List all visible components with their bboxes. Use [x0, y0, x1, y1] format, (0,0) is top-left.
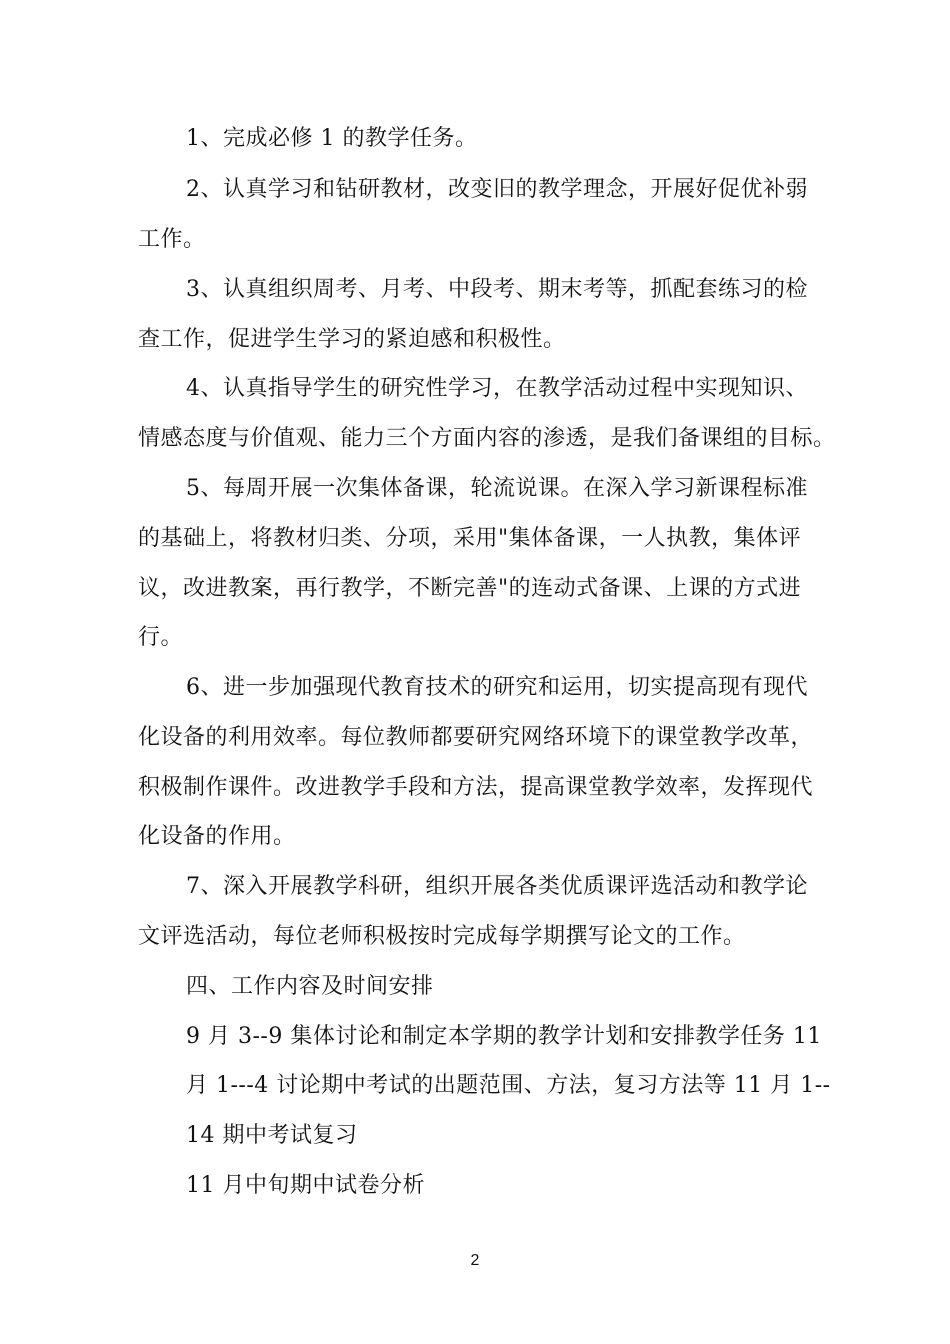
item-2-line-1: 2、认真学习和钻研教材，改变旧的教学理念，开展好促优补弱 [186, 177, 808, 202]
schedule-line-2: 月 1---4 讨论期中考试的出题范围、方法，复习方法等 11 月 1-- [186, 1073, 831, 1098]
item-2-line-2: 工作。 [138, 227, 206, 252]
item-1-line-1: 1、完成必修 1 的教学任务。 [186, 126, 478, 151]
item-6-line-2: 化设备的利用效率。每位教师都要研究网络环境下的课堂教学改革， [138, 725, 814, 750]
item-5-line-3: 议，改进教案，再行教学，不断完善"的连动式备课、上课的方式进 [138, 576, 802, 601]
item-6-line-3: 积极制作课件。改进教学手段和方法，提高课堂教学效率，发挥现代 [138, 775, 814, 800]
item-4-line-1: 4、认真指导学生的研究性学习，在教学活动过程中实现知识、 [186, 376, 808, 401]
item-6-line-4: 化设备的作用。 [138, 824, 296, 849]
schedule-line-1: 9 月 3--9 集体讨论和制定本学期的教学计划和安排教学任务 11 [186, 1024, 822, 1049]
item-5-line-4: 行。 [138, 625, 184, 650]
item-6-line-1: 6、进一步加强现代教育技术的研究和运用，切实提高现有现代 [186, 675, 808, 700]
item-3-line-1: 3、认真组织周考、月考、中段考、期末考等，抓配套练习的检 [186, 277, 808, 302]
schedule-line-4: 11 月中旬期中试卷分析 [186, 1173, 425, 1198]
section-heading: 四、工作内容及时间安排 [186, 974, 434, 999]
item-5-line-1: 5、每周开展一次集体备课，轮流说课。在深入学习新课程标准 [186, 476, 808, 501]
item-5-line-2: 的基础上，将教材归类、分项，采用"集体备课，一人执教，集体评 [138, 526, 802, 551]
page-number: 2 [470, 1252, 480, 1269]
item-3-line-2: 查工作，促进学生学习的紧迫感和积极性。 [138, 327, 566, 352]
schedule-line-3: 14 期中考试复习 [186, 1123, 358, 1148]
item-7-line-2: 文评选活动，每位老师积极按时完成每学期撰写论文的工作。 [138, 924, 746, 949]
item-4-line-2: 情感态度与价值观、能力三个方面内容的渗透，是我们备课组的目标。 [138, 426, 836, 451]
item-7-line-1: 7、深入开展教学科研，组织开展各类优质课评选活动和教学论 [186, 874, 808, 899]
